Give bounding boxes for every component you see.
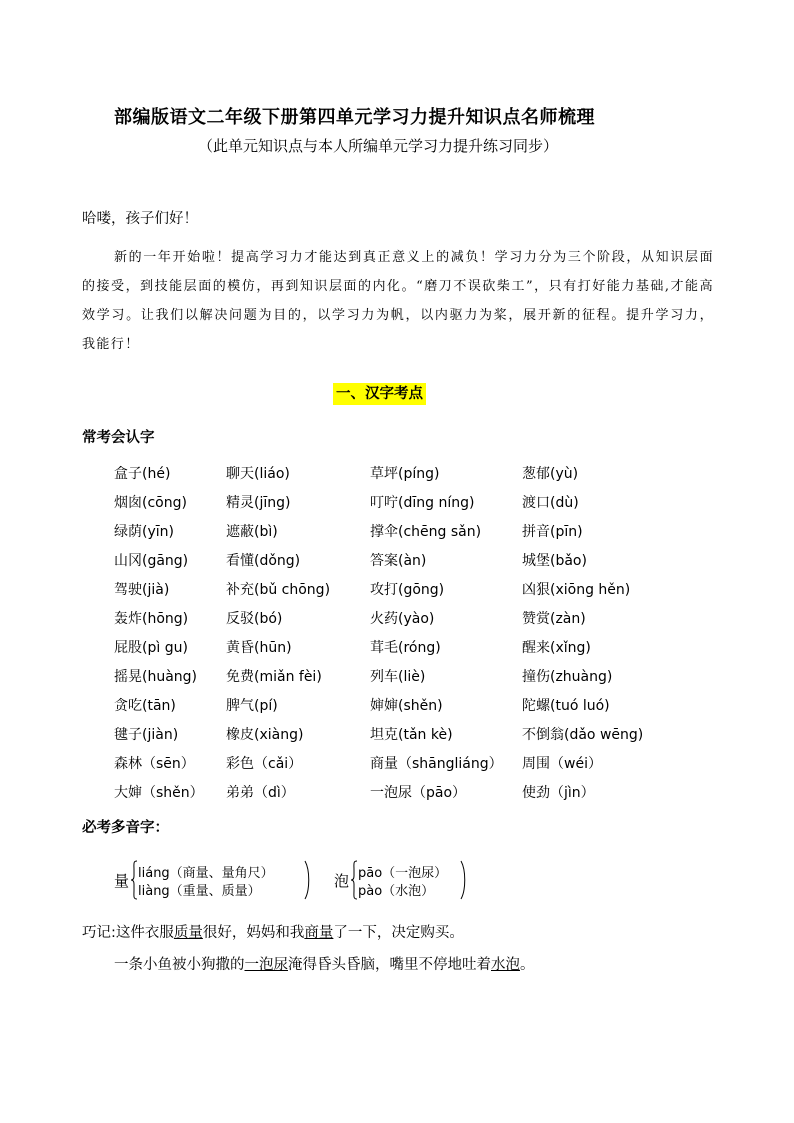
- word-cell: 绿荫(yīn): [114, 524, 174, 540]
- word-cell: 贪吃(tān): [114, 698, 176, 714]
- tip-underlined: 商量: [304, 925, 334, 941]
- word-cell: 看懂(dǒng): [226, 553, 301, 569]
- left-brace-icon: [350, 860, 358, 900]
- word-cell: 脾气(pí): [226, 698, 278, 714]
- tip-text: 淹得昏头昏脑，嘴里不停地吐着: [288, 957, 491, 973]
- polyphone-reading: pāo（一泡尿）: [358, 866, 448, 881]
- word-row: [114, 719, 724, 748]
- word-cell: 精灵(jīng): [226, 495, 291, 511]
- polyphone-reading: liàng（重量、质量）: [138, 884, 261, 899]
- word-cell: 免费(miǎn fèi): [226, 669, 322, 685]
- word-cell: 遮蔽(bì): [226, 524, 278, 540]
- word-row: [114, 574, 724, 603]
- word-row: [114, 632, 724, 661]
- document-title: 部编版语文二年级下册第四单元学习力提升知识点名师梳理: [114, 107, 595, 128]
- word-cell: 商量（shāngliáng）: [370, 756, 503, 772]
- word-cell: 聊天(liáo): [226, 466, 290, 482]
- word-cell: 周围（wéi）: [522, 756, 602, 772]
- word-cell: 屁股(pì gu): [114, 640, 188, 656]
- word-cell: 补充(bǔ chōng): [226, 582, 331, 598]
- tip-text: 很好，妈妈和我: [202, 925, 305, 941]
- word-cell: 一泡尿（pāo）: [370, 785, 467, 801]
- polyphone-heading: 必考多音字：: [82, 820, 169, 836]
- word-cell: 森林（sēn）: [114, 756, 195, 772]
- tip-underlined: 水泡: [491, 957, 520, 973]
- word-cell: 烟囱(cōng): [114, 495, 187, 511]
- word-cell: 列车(liè): [370, 669, 426, 685]
- recognize-word-grid: [114, 458, 724, 806]
- word-cell: 盒子(hé): [114, 466, 171, 482]
- greeting: 哈喽，孩子们好！: [82, 211, 198, 227]
- word-cell: 撞伤(zhuàng): [522, 669, 613, 685]
- tip-underlined: 一泡尿: [244, 957, 288, 973]
- word-cell: 驾驶(jià): [114, 582, 170, 598]
- word-row: [114, 516, 724, 545]
- tip-underlined: 质量: [173, 925, 203, 941]
- word-cell: 撑伞(chēng sǎn): [370, 524, 482, 540]
- word-row: [114, 458, 724, 487]
- word-cell: 火药(yào): [370, 611, 435, 627]
- word-row: [114, 603, 724, 632]
- word-cell: 毽子(jiàn): [114, 727, 179, 743]
- recognize-heading: 常考会认字: [82, 430, 155, 446]
- word-row: [114, 777, 724, 806]
- word-cell: 使劲（jìn）: [522, 785, 595, 801]
- polyphone-reading: liáng（商量、量角尺）: [138, 866, 274, 881]
- word-cell: 叮咛(dīng níng): [370, 495, 475, 511]
- left-brace-icon: [130, 860, 138, 900]
- mnemonic-line-1: [82, 921, 464, 942]
- word-cell: 陀螺(tuó luó): [522, 698, 610, 714]
- word-cell: 葱郁(yù): [522, 466, 579, 482]
- tip-text: 一条小鱼被小狗撒的: [114, 957, 245, 973]
- word-row: [114, 690, 724, 719]
- polyphone-reading: pào（水泡）: [358, 884, 435, 899]
- word-row: [114, 487, 724, 516]
- word-cell: 婶婶(shěn): [370, 698, 443, 714]
- word-cell: 反驳(bó): [226, 611, 283, 627]
- word-cell: 山冈(gāng): [114, 553, 189, 569]
- document-subtitle: （此单元知识点与本人所编单元学习力提升练习同步）: [198, 137, 559, 155]
- tip-text: 了一下，决定购买。: [333, 925, 464, 941]
- word-cell: 坦克(tǎn kè): [370, 727, 453, 743]
- tip-text: 巧记:这件衣服: [82, 925, 174, 941]
- section-heading-hanzi: 一、汉字考点: [333, 383, 426, 405]
- word-cell: 茸毛(róng): [370, 640, 441, 656]
- word-cell: 橡皮(xiàng): [226, 727, 304, 743]
- polyphone-char: 量: [114, 872, 130, 890]
- tip-text: 。: [520, 957, 535, 973]
- word-cell: 摇晃(huàng): [114, 669, 198, 685]
- word-cell: 渡口(dù): [522, 495, 579, 511]
- word-cell: 弟弟（dì）: [226, 785, 295, 801]
- word-cell: 不倒翁(dǎo wēng): [522, 727, 644, 743]
- right-paren-icon: [304, 860, 312, 900]
- right-paren-icon: [460, 860, 468, 900]
- word-cell: 城堡(bǎo): [522, 553, 587, 569]
- word-cell: 大婶（shěn）: [114, 785, 204, 801]
- polyphone-char: 泡: [334, 872, 350, 890]
- word-cell: 凶狠(xiōng hěn): [522, 582, 631, 598]
- word-row: [114, 661, 724, 690]
- word-cell: 黄昏(hūn): [226, 640, 292, 656]
- word-cell: 赞赏(zàn): [522, 611, 586, 627]
- word-cell: 轰炸(hōng): [114, 611, 189, 627]
- word-row: [114, 748, 724, 777]
- word-cell: 草坪(píng): [370, 466, 440, 482]
- word-cell: 攻打(gōng): [370, 582, 445, 598]
- word-cell: 醒来(xǐng): [522, 640, 591, 656]
- word-cell: 拼音(pīn): [522, 524, 583, 540]
- word-cell: 彩色（cǎi）: [226, 756, 303, 772]
- word-cell: 答案(àn): [370, 553, 427, 569]
- word-row: [114, 545, 724, 574]
- intro-paragraph: 新的一年开始啦！提高学习力才能达到真正意义上的减负！学习力分为三个阶段，从知识层面的接受，到技能层面的模仿，再到知识层面的内化。“磨刀不误砍柴工”，只有打好能力基础,才能高效学习。让我们以解决问题为目的，以学习力为帆，以内驱力为桨，展开新的征程。提升学习力，我能行！: [82, 250, 714, 352]
- mnemonic-line-2: [114, 953, 535, 974]
